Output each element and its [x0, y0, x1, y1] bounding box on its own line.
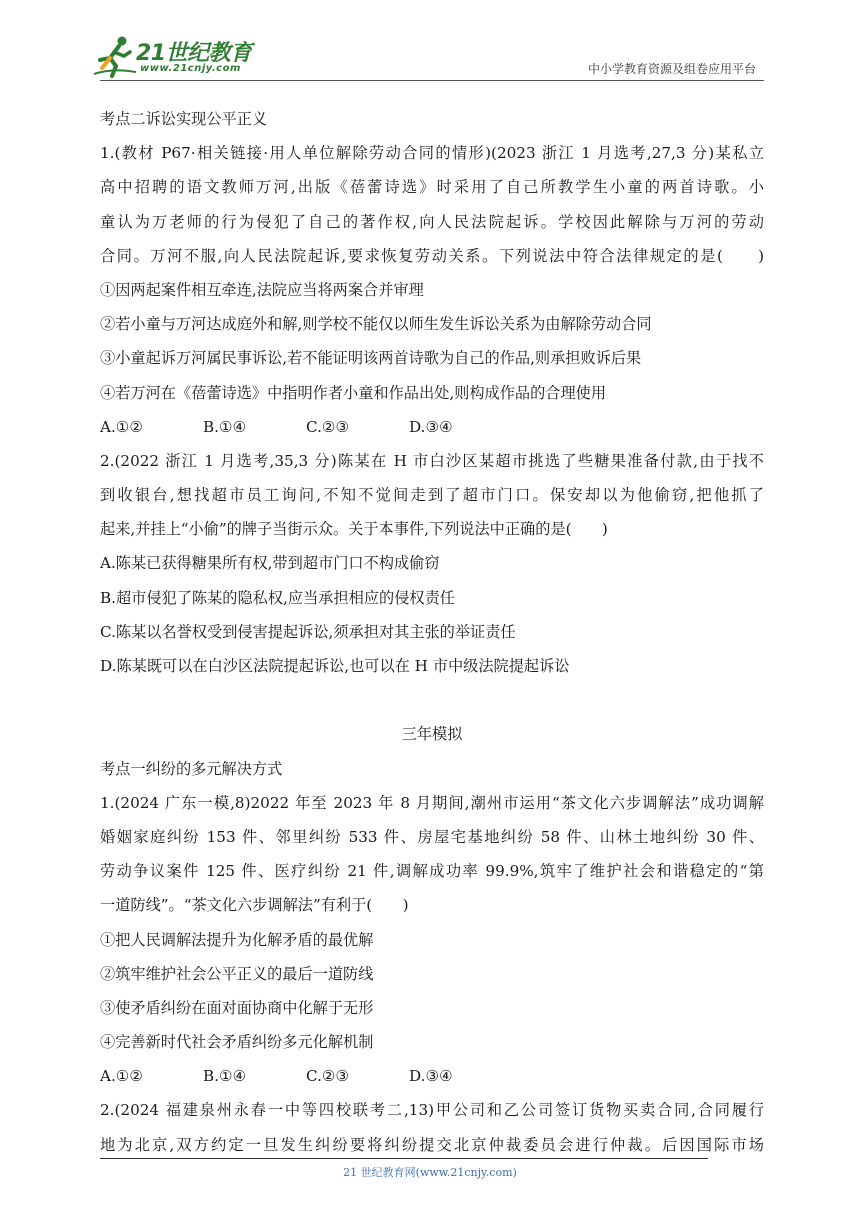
statement-item: ④完善新时代社会矛盾纠纷多元化解机制: [100, 1033, 374, 1052]
option-d: D.陈某既可以在白沙区法院提起诉讼,也可以在 H 市中级法院提起诉讼: [100, 657, 570, 675]
mock-section-title: 三年模拟: [401, 725, 463, 744]
question-stem-line: 2.(2022 浙江 1 月选考,35,3 分)陈某在 H 市白沙区某超市挑选了些糖果准备付款,由于找不: [100, 451, 764, 470]
option-b: B.①④: [203, 1067, 247, 1086]
option-b: B.超市侵犯了陈某的隐私权,应当承担相应的侵权责任: [100, 588, 455, 607]
statement-item: ④若万河在《蓓蕾诗选》中指明作者小童和作品出处,则构成作品的合理使用: [100, 383, 607, 402]
statement-item: ③小童起诉万河属民事诉讼,若不能证明该两首诗歌为自己的作品,则承担败诉后果: [100, 349, 642, 368]
question-stem-line: 高中招聘的语文教师万河,出版《蓓蕾诗选》时采用了自己所教学生小童的两首诗歌。小: [100, 178, 764, 197]
option-b: B.①④: [203, 417, 247, 436]
statement-item: ①因两起案件相互牵连,法院应当将两案合并审理: [100, 280, 424, 299]
question-stem-line: 1.(教材 P67·相关链接·用人单位解除劳动合同的情形)(2023 浙江 1 月选考,27,3 分)某私立: [100, 144, 764, 163]
option-c: C.②③: [306, 417, 350, 436]
statement-item: ②若小童与万河达成庭外和解,则学校不能仅以师生发生诉讼关系为由解除劳动合同: [100, 315, 652, 334]
section-title: 纠纷的多元解决方式: [145, 759, 283, 778]
question-stem-line: 地为北京,双方约定一旦发生纠纷要将纠纷提交北京仲裁委员会进行仲裁。后因国际市场: [100, 1135, 764, 1154]
section-label: 考点一: [100, 759, 146, 778]
option-a: A.陈某已获得糖果所有权,带到超市门口不构成偷窃: [100, 554, 440, 573]
page-header: [0, 0, 860, 90]
logo-url-text: www.21cnjy.com: [140, 63, 241, 74]
option-c: C.陈某以名誉权受到侵害提起诉讼,须承担对其主张的举证责任: [100, 622, 516, 641]
question-stem-line: 一道防线”。“茶文化六步调解法”有利于( ): [100, 896, 409, 915]
question-1: [100, 136, 764, 444]
statement-item: ③使矛盾纠纷在面对面协商中化解于无形: [100, 998, 374, 1017]
runner-logo-icon: [92, 34, 138, 80]
section-heading: [100, 102, 764, 136]
logo-brand-text: 21世纪教育: [136, 41, 252, 66]
question-stem-line: 起来,并挂上“小偷”的牌子当街示众。关于本事件,下列说法中正确的是( ): [100, 520, 608, 539]
option-a: A.①②: [100, 417, 144, 436]
page-footer: 21 世纪教育网(www.21cnjy.com): [343, 1166, 517, 1179]
question-stem-line: 合同。万河不服,向人民法院起诉,要求恢复劳动关系。下列说法中符合法律规定的是( ): [100, 246, 764, 265]
header-divider: [100, 80, 764, 81]
section-heading: [100, 752, 764, 786]
statement-item: ②筑牢维护社会公平正义的最后一道防线: [100, 964, 374, 983]
platform-name: 中小学教育资源及组卷应用平台: [587, 62, 756, 76]
footer-divider: [100, 1158, 708, 1159]
question-stem-line: 童认为万老师的行为侵犯了自己的著作权,向人民法院起诉。学校因此解除与万河的劳动: [100, 212, 764, 231]
question-stem-line: 到收银台,想找超市员工询问,不知不觉间走到了超市门口。保安却以为他偷窃,把他抓了: [100, 486, 764, 505]
section-label: 考点二: [100, 110, 146, 128]
option-d: D.③④: [409, 417, 453, 436]
question-4: [100, 1093, 764, 1161]
option-c: C.②③: [306, 1067, 350, 1086]
answer-options: [100, 1059, 764, 1093]
document-body: [100, 102, 764, 1162]
question-2: [100, 444, 764, 683]
option-d: D.③④: [409, 1067, 453, 1086]
site-logo: [92, 34, 262, 80]
question-3: [100, 786, 764, 1094]
question-stem-line: 2.(2024 福建泉州永春一中等四校联考二,13)甲公司和乙公司签订货物买卖合同,合同履行: [100, 1101, 764, 1120]
question-stem-line: 婚姻家庭纠纷 153 件、邻里纠纷 533 件、房屋宅基地纠纷 58 件、山林土地纠纷 30 件、: [100, 827, 764, 846]
answer-options: [100, 410, 764, 444]
question-stem-line: 1.(2024 广东一模,8)2022 年至 2023 年 8 月期间,潮州市运用“茶文化六步调解法”成功调解: [100, 793, 764, 812]
section-title: 诉讼实现公平正义: [145, 110, 268, 128]
spacer: [100, 683, 764, 717]
option-a: A.①②: [100, 1067, 144, 1086]
question-stem-line: 劳动争议案件 125 件、医疗纠纷 21 件,调解成功率 99.9%,筑牢了维护社会和谐稳定的“第: [100, 862, 764, 881]
statement-item: ①把人民调解法提升为化解矛盾的最优解: [100, 930, 374, 949]
